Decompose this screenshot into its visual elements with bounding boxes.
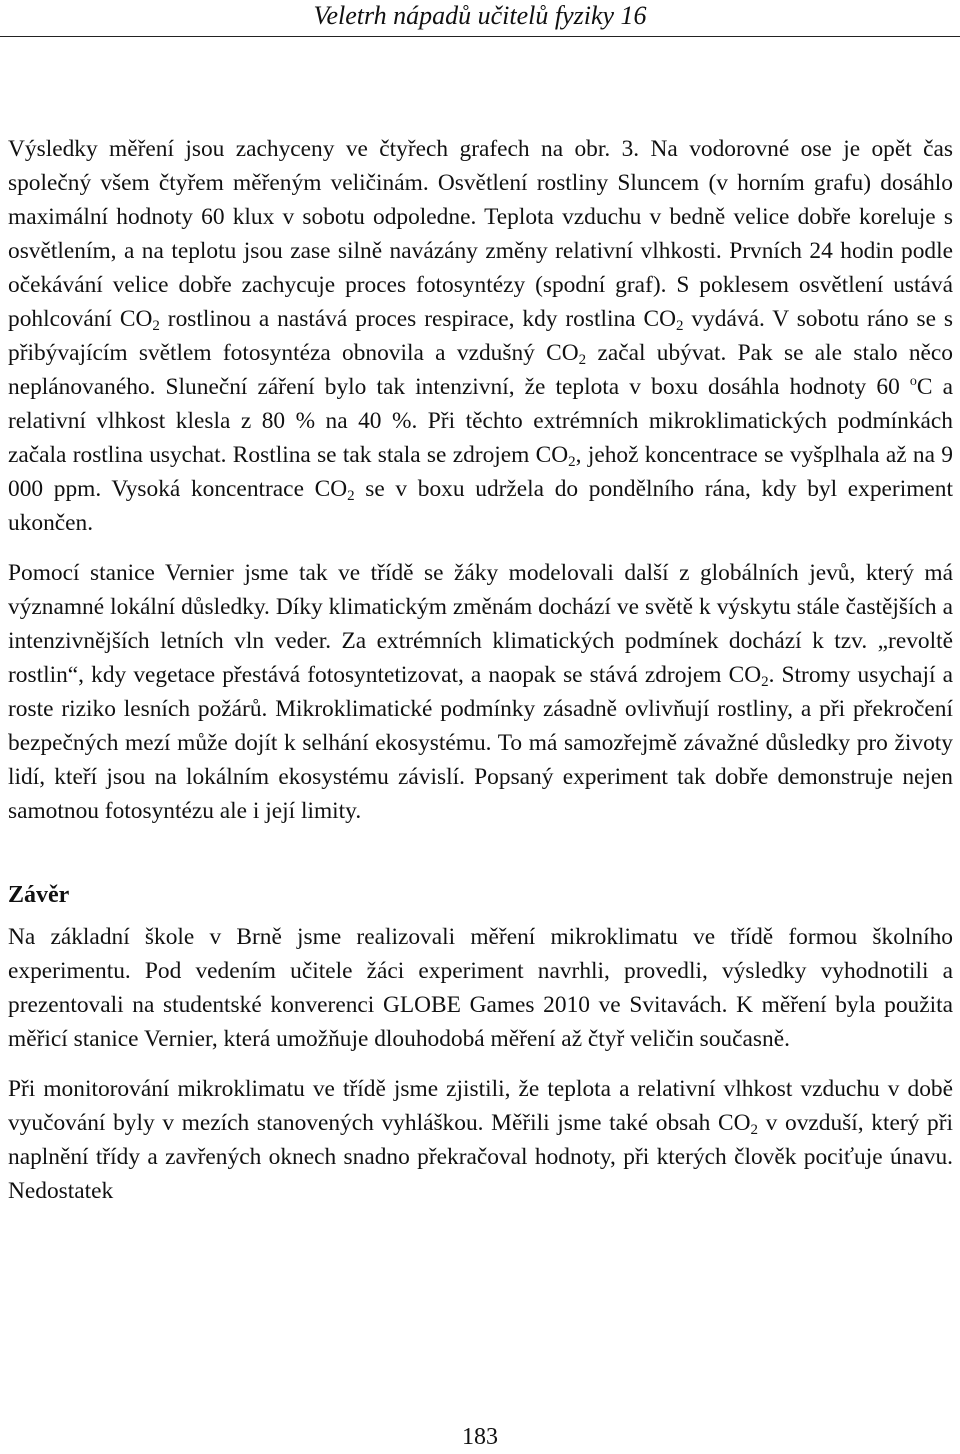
running-header [0,0,960,37]
section-heading-conclusion: Závěr [8,882,70,908]
monitoring-paragraph: Při monitorování mikroklimatu ve třídě jsme zjistili, že teplota a relativní vlhkost vzduchu v době vyučování byly v mezích stanovených vyhláškou. Měřili jsme také obsah $CO_2$ v ovzduší, který při naplnění třídy a zavřených oknech snadno překračoval hodnoty, při kterých člověk pociťuje únavu. Nedostatek [8,1076,953,1204]
conclusion-paragraph: Na základní škole v Brně jsme realizovali měření mikroklimatu ve třídě formou školního experimentu. Pod vedením učitele žáci experiment navrhli, provedli, výsledky vyhodnotili a prezentovali na studentské konverenci GLOBE Games 2010 ve Svitavách. K měření byla použita měřicí stanice Vernier, která umožňuje dlouhodobá měření až čtyř veličin současně. [8,924,953,1052]
page-number: 183 [462,1424,498,1450]
global-phenomena-paragraph: Pomocí stanice Vernier jsme tak ve třídě se žáky modelovali další z globálních jevů, který má významné lokální důsledky. Díky klimatickým změnám dochází ve světě k výskytu stále častějších a intenzivnějších letních vln veder. Za extrémních klimatických podmínek dochází k tzv. „revoltě rostlin“, kdy vegetace přestává fotosyntetizovat, a naopak se stává zdrojem $CO_2$. Stromy usychají a roste riziko lesních požárů. Mikroklimatické podmínky zásadně ovlivňují rostliny, a při překročení bezpečných mezí může dojít k selhání ekosystému. To má samozřejmě závažné důsledky pro životy lidí, kteří jsou na lokálním ekosystému závislí. Popsaný experiment tak dobře demonstruje nejen samotnou fotosyntézu ale i její limity. [8,560,953,824]
results-paragraph: Výsledky měření jsou zachyceny ve čtyřech grafech na obr. 3. Na vodorovné ose je opět čas společný všem čtyřem měřeným veličinám. Osvětlení rostliny Sluncem (v horním grafu) dosáhlo maximální hodnoty 60 klux v sobotu odpoledne. Teplota vzduchu v bedně velice dobře koreluje s osvětlením, a na teplotu jsou zase silně navázány změny relativní vlhkosti. Prvních 24 hodin podle očekávání velice dobře zachycuje proces fotosyntézy (spodní graf). S poklesem osvětlení ustává pohlcování $CO_2$ rostlinou a nastává proces respirace, kdy rostlina $CO_2$ vydává. V sobotu ráno se s přibývajícím světlem fotosyntéza obnovila a vzdušný $CO_2$ začal ubývat. Pak se ale stalo něco neplánovaného. Sluneční záření bylo tak intenzivní, že teplota v boxu dosáhla hodnoty 60 $^o$C a relativní vlhkost klesla z 80 % na 40 %. Při těchto extrémních mikroklimatických podmínkách začala rostlina usychat. Rostlina se tak stala se zdrojem $CO_2$, jehož koncentrace se vyšplhala až na 9 000 ppm. Vysoká koncentrace $CO_2$ se v boxu udržela do pondělního rána, kdy byl experiment ukončen. [8,136,953,536]
body-text [8,132,953,1224]
running-title: Veletrh nápadů učitelů fyziky 16 [313,1,647,30]
